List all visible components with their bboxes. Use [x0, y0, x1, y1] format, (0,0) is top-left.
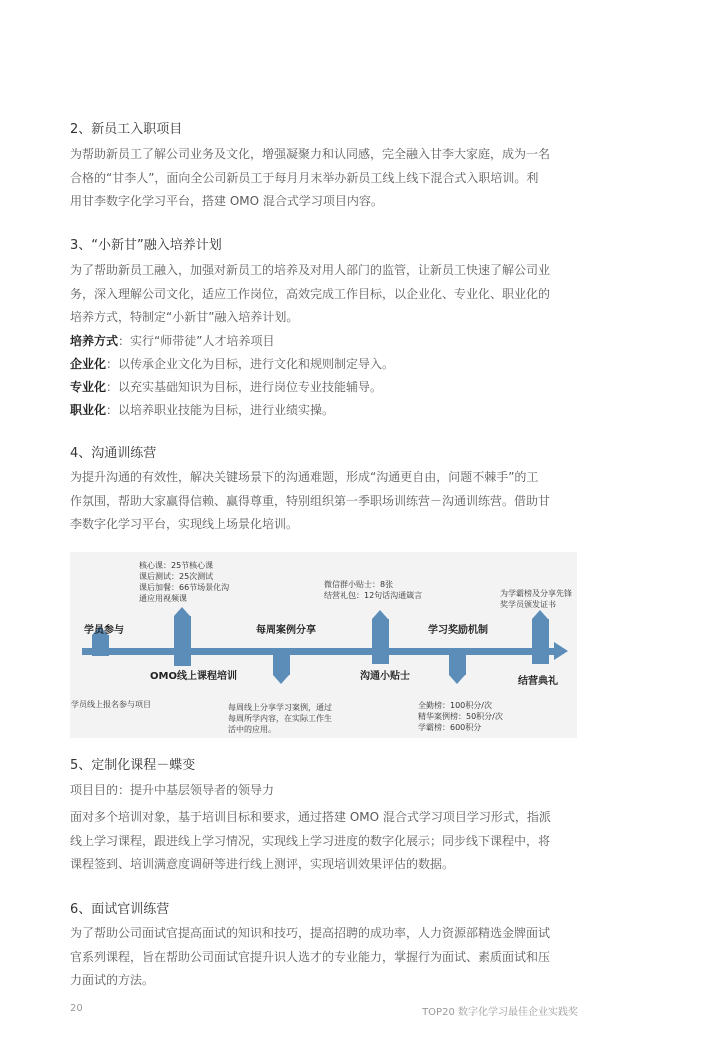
stage-label-participate: 学员参与: [84, 625, 124, 636]
item-text: ：以充实基础知识为目标，进行岗位专业技能辅导。: [106, 380, 383, 394]
footer-caption: TOP20 数字化学习最佳企业实践奖: [422, 1007, 578, 1018]
note-line: 课后加餐：66节场景化沟: [139, 583, 230, 592]
text-line: 为帮助新员工了解公司业务及文化，增强凝聚力和认同感，完全融入甘李大家庭，成为一名: [70, 147, 551, 161]
item-label: 企业化: [70, 357, 107, 371]
item-label: 职业化: [70, 403, 107, 417]
item-professional: [70, 378, 382, 395]
stage-note-participate: [71, 699, 151, 710]
stage-note-closing: [500, 588, 572, 610]
stage-note-weekly-case: [228, 702, 332, 735]
note-line: 核心课：25节核心课: [139, 561, 214, 570]
note-line: 全勤榜：100积分/次: [418, 701, 492, 710]
section-body-interviewer: [70, 922, 580, 993]
text-line: 面对多个培训对象，基于培训目标和要求，通过搭建 OMO 混合式学习项目学习形式，指派: [70, 810, 551, 824]
note-line: 结营礼包：12句话沟通箴言: [324, 591, 423, 600]
text-line: 课程签到、培训满意度调研等进行线上测评，实现培训效果评估的数据。: [70, 857, 455, 871]
stage-marker-omo-course: [174, 607, 191, 666]
text-line: 为了帮助新员工融入，加强对新员工的培养及对用人部门的监管，让新员工快速了解公司业: [70, 263, 551, 277]
item-label: 专业化: [70, 380, 107, 394]
note-line: 学霸榜：600积分: [418, 723, 482, 732]
text-line: 培养方式，特制定“小新甘”融入培养计划。: [70, 310, 299, 324]
text-line: 用甘李数字化学习平台，搭建 OMO 混合式学习项目内容。: [70, 194, 383, 208]
item-label: 培养方式: [70, 334, 119, 348]
section-body-new-employee: [70, 143, 580, 214]
text-line: 力面试的方法。: [70, 973, 155, 987]
item-text: ：以传承企业文化为目标，进行文化和规则制定导入。: [106, 357, 395, 371]
note-line: 每周线上分享学习案例，通过: [228, 703, 332, 712]
text-line: 线上学习课程，跟进线上学习情况，实现线上学习进度的数字化展示；同步线下课程中，将: [70, 833, 551, 848]
text-line: 作氛围，帮助大家赢得信赖、赢得尊重，特别组织第一季职场训练营－沟通训练营。借助甘: [70, 493, 551, 508]
item-enterprise: [70, 355, 394, 372]
item-training-method: [70, 332, 274, 349]
text-line: 李数字化学习平台，实现线上场景化培训。: [70, 517, 299, 531]
note-line: 微信群小贴士：8张: [324, 580, 394, 589]
note-line: 活中的应用。: [228, 725, 276, 734]
stage-note-tips: [324, 579, 422, 601]
stage-label-omo-course: OMO线上课程培训: [150, 671, 237, 682]
note-line: 通应用视频课: [139, 594, 187, 603]
stage-label-weekly-case: 每周案例分享: [256, 625, 316, 636]
item-vocational: [70, 401, 334, 418]
section-body-xiaoxingan: [70, 259, 580, 330]
note-line: 奖学员颁发证书: [500, 600, 556, 609]
stage-label-rewards: 学习奖励机制: [428, 625, 488, 636]
note-line: 课后测试：25次测试: [139, 572, 214, 581]
section-title-interviewer: 6、面试官训练营: [70, 902, 170, 917]
stage-marker-tips: [372, 610, 389, 664]
text-line: 务，深入理解公司文化，适应工作岗位，高效完成工作目标，以企业化、专业化、职业化的: [70, 286, 551, 301]
item-text: ：实行“师带徒”人才培养项目: [118, 334, 275, 348]
timeline-arrowhead: [554, 642, 568, 660]
timeline-axis: [82, 648, 556, 655]
stage-marker-rewards: [449, 648, 466, 684]
stage-label-closing: 结营典礼: [518, 676, 558, 687]
note-line: 为学霸榜及分享先锋: [500, 589, 572, 598]
stage-note-rewards: [418, 700, 503, 733]
text-line: 为了帮助公司面试官提高面试的知识和技巧，提高招聘的成功率，人力资源部精选金牌面试: [70, 926, 551, 940]
section-title-communication: 4、沟通训练营: [70, 446, 157, 461]
stage-note-omo-course: [139, 560, 229, 604]
training-camp-timeline-diagram: [70, 552, 577, 738]
text-line: 官系列课程，旨在帮助公司面试官提升识人选才的专业能力，掌握行为面试、素质面试和压: [70, 949, 551, 964]
note-line: 精华案例榜：50积分/次: [418, 712, 503, 721]
note-line: 每周所学内容，在实际工作生: [228, 714, 332, 723]
section-title-custom-course: 5、定制化课程－蝶变: [70, 758, 196, 773]
section-body-custom-course: [70, 806, 580, 877]
stage-marker-weekly-case: [273, 648, 290, 684]
page-number: 20: [70, 1003, 83, 1014]
item-text: ：以培养职业技能为目标，进行业绩实操。: [106, 403, 335, 417]
note-line: 学员线上报名参与项目: [71, 700, 151, 709]
section-body-communication: [70, 466, 580, 537]
section-title-new-employee: 2、新员工入职项目: [70, 122, 183, 137]
text-line: 为提升沟通的有效性，解决关键场景下的沟通难题，形成“沟通更自由，问题不棘手”的工: [70, 470, 539, 484]
stage-label-tips: 沟通小贴士: [360, 671, 410, 682]
section-goal: 项目目的：提升中基层领导者的领导力: [70, 783, 275, 797]
stage-marker-closing: [532, 610, 549, 664]
section-title-xiaoxingan: 3、“小新甘”融入培养计划: [70, 238, 222, 253]
text-line: 合格的“甘李人”，面向全公司新员工于每月月末举办新员工线上线下混合式入职培训。利: [70, 170, 539, 185]
